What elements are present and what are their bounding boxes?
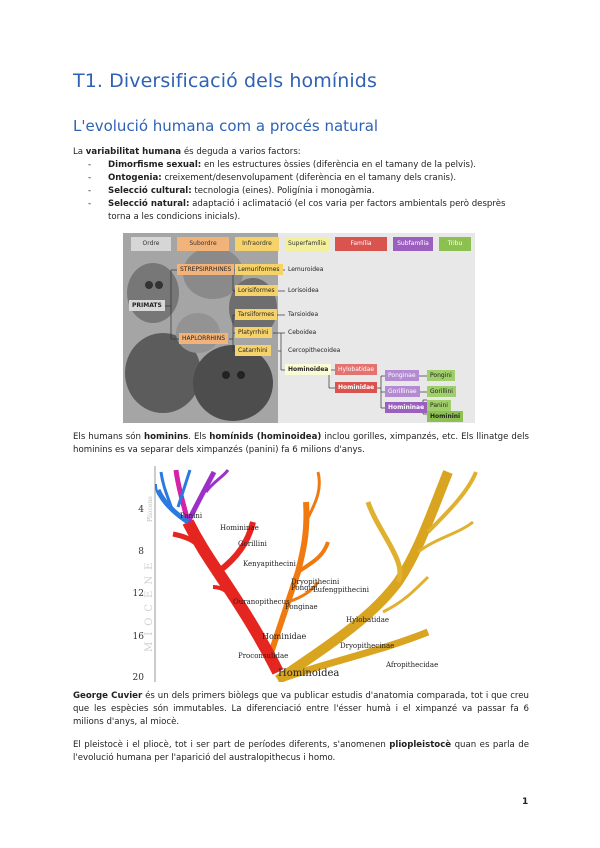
factor-term: Selecció natural: (108, 199, 190, 209)
text-run: Els humans són (73, 432, 144, 442)
superfamily-lorisoidea: Lorisoidea (288, 287, 319, 294)
taxon-label: Proconsulidae (238, 652, 289, 660)
bullet: - (88, 173, 92, 183)
intro-bold: variabilitat humana (85, 147, 182, 157)
superfamily-hominoidea: Hominoidea (285, 364, 331, 375)
hominoid-phylogeny-figure (128, 462, 480, 682)
superfamily-cercopithecoidea: Cercopithecoidea (288, 347, 341, 354)
infraorder-catarrhini: Catarrhini (235, 345, 271, 356)
page-number: 1 (522, 797, 529, 807)
bullet: - (88, 199, 92, 209)
taxon-label: Gorillini (238, 540, 267, 548)
infraorder-tarsiiformes: Tarsiiformes (235, 309, 277, 320)
suborder-haplorrhins: HAPLORRHINS (179, 333, 228, 344)
epoch-label-miocene: MIOCENE (144, 556, 155, 652)
paragraph-hominins (73, 431, 529, 457)
taxon-label: Afropithecidae (386, 661, 439, 669)
family-hominidae: Hominidae (335, 382, 377, 393)
taxon-label: Hominidae (262, 632, 307, 641)
taxon-label: Hominoidea (278, 668, 340, 679)
infraorder-lemuriformes: Lemuriformes (235, 264, 283, 275)
factor-term: Ontogenia: (108, 173, 162, 183)
infraorder-platyrrhini: Platyrrhini (235, 327, 272, 338)
taxon-label: Hylobatidae (346, 616, 390, 624)
factor-text: en les estructures òssies (diferència en el tamany de la pelvis). (201, 160, 477, 170)
bold-run: pliopleistocè (389, 740, 452, 750)
list-item (88, 159, 528, 172)
factor-term: Selecció cultural: (108, 186, 192, 196)
tribe-pongini: Pongini (427, 370, 455, 381)
epoch-label-pliocene: Pliocene (147, 496, 154, 522)
header-tribe: Tribu (439, 237, 471, 251)
order-primats: PRIMATS (129, 300, 165, 311)
tribe-hominini: Hominini (427, 411, 463, 422)
header-family: Família (335, 237, 387, 251)
factors-list (88, 159, 528, 224)
bullet: - (88, 186, 92, 196)
infraorder-lorisiformes: Lorisiformes (235, 285, 278, 296)
axis-tick-label: 12 (132, 589, 144, 599)
bold-run: homínids (hominoidea) (209, 432, 322, 442)
paragraph-cuvier (73, 690, 529, 729)
list-item (88, 198, 528, 224)
tribe-gorillini: Gorillini (427, 386, 456, 397)
primate-classification-figure (123, 233, 475, 423)
taxon-label: Ponginae (285, 603, 318, 611)
bullet: - (88, 160, 92, 170)
taxon-label: Dryopithecini (291, 578, 340, 586)
text-run: quan es parla de l'evolució humana per l'aparició del australopithecus i homo. (73, 740, 529, 763)
subfamily-ponginae: Ponginae (385, 370, 419, 381)
header-infraorder: Infraordre (235, 237, 279, 251)
axis-tick-label: 20 (132, 673, 144, 682)
subfamily-homininae: Homininae (385, 402, 427, 413)
factor-text: tecnologia (eines). Poligínia i monogàmia. (191, 186, 375, 196)
bold-run: George Cuvier (73, 691, 143, 701)
section-title: L'evolució humana com a procés natural (73, 117, 379, 135)
taxon-label: Kenyapithecini (243, 560, 296, 568)
factor-text: adaptació i aclimatació (el cos varia per factors ambientals però desprès torna a les condicions inicials). (108, 199, 506, 222)
header-suborder: Subordre (177, 237, 229, 251)
taxon-label: Homininae (220, 524, 259, 532)
list-item (88, 172, 528, 185)
factor-term: Dimorfisme sexual: (108, 160, 202, 170)
axis-tick-label: 4 (138, 505, 144, 515)
phylogeny-tree (128, 462, 480, 682)
tribe-panini: Panini (427, 400, 451, 411)
text-run: és un dels primers biòlegs que va publicar estudis d'anatomia comparada, tot i que creu que les espècies són immutables. La diferenciació entre l'ésser humà i el ximpanzé va passar fa 6 milions d'anys, al miocè. (73, 691, 529, 727)
suborder-strepsirrhines: STREPSIRRHINES (177, 264, 234, 275)
superfamily-ceboidea: Ceboidea (288, 329, 317, 336)
taxon-label: Panini (180, 512, 203, 520)
list-item (88, 185, 528, 198)
header-order: Ordre (131, 237, 171, 251)
intro-paragraph (73, 146, 529, 159)
superfamily-tarsioidea: Tarsioidea (288, 311, 319, 318)
header-subfamily: Subfamília (393, 237, 433, 251)
axis-tick-label: 8 (138, 547, 144, 557)
taxon-label: Ouranopithecus (233, 598, 290, 606)
bold-run: hominins (143, 432, 189, 442)
text-run: inclou gorilles, ximpanzés, etc. Els llinatge dels hominins es va separar dels ximpanzés (panini) fa 6 milions d'anys. (73, 432, 529, 455)
taxon-label: Lufengpithecini (313, 586, 369, 594)
document-title: T1. Diversificació dels homínids (73, 70, 377, 92)
factor-text: creixement/desenvolupament (diferència en el tamany dels cranis). (161, 173, 457, 183)
family-hylobatidae: Hylobatidae (335, 364, 377, 375)
axis-tick-label: 16 (132, 632, 144, 642)
intro-pre: La (73, 147, 86, 157)
header-superfamily: Superfamília (285, 237, 329, 251)
subfamily-gorillinae: Gorillinae (385, 386, 420, 397)
text-run: . Els (188, 432, 210, 442)
intro-post: és deguda a varios factors: (181, 147, 301, 157)
taxon-label: Dryopithecinae (340, 642, 395, 650)
taxon-label: Pongini (291, 584, 318, 592)
superfamily-lemuroidea: Lemuroidea (288, 266, 324, 273)
paragraph-pliopleistocene (73, 739, 529, 765)
text-run: El pleistocè i el pliocè, tot i ser part de períodes diferents, s'anomenen (73, 740, 390, 750)
